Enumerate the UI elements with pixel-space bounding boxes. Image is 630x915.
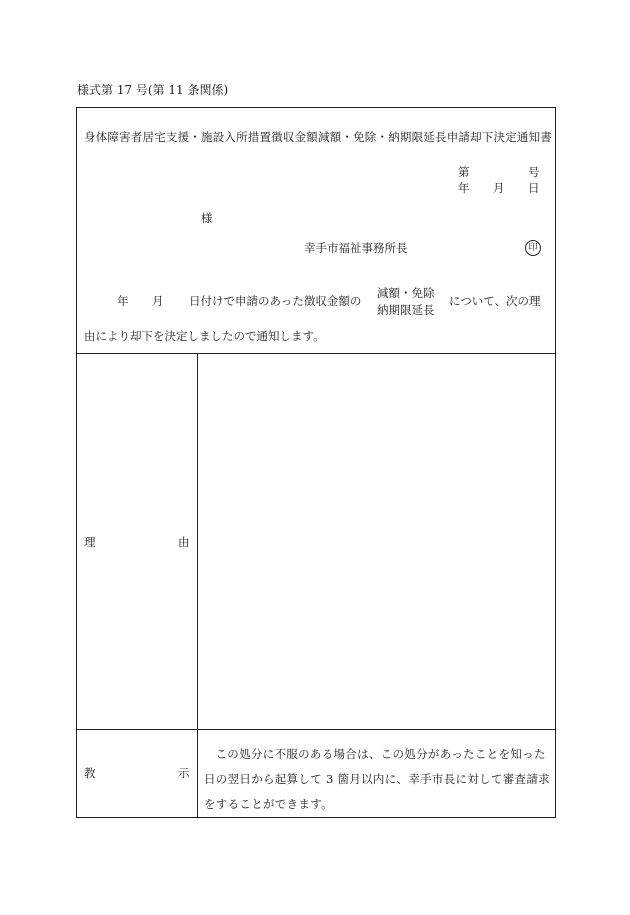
header-divider [76, 353, 556, 354]
notice-text-before: 日付けで申請のあった徴収金額の [189, 294, 362, 308]
notice-text-after: について、次の理 [449, 294, 541, 308]
notice-line-2: 由により却下を決定しましたので通知します。 [84, 329, 325, 343]
reason-divider [76, 729, 556, 730]
notice-date-year: 年 [117, 294, 129, 308]
date-year: 年 [458, 181, 470, 195]
recipient-suffix: 様 [201, 211, 213, 225]
doc-number-prefix: 第 [458, 165, 470, 179]
instruction-label-right: 示 [178, 766, 190, 780]
notice-date-month: 月 [152, 294, 164, 308]
notice-item-line-1: 減額・免除 [377, 286, 435, 300]
reason-label-left: 理 [84, 535, 96, 549]
label-column-divider [197, 353, 198, 818]
doc-number-suffix: 号 [528, 165, 540, 179]
notice-item-choice [377, 285, 435, 319]
form-number: 様式第 17 号(第 11 条関係) [77, 83, 229, 97]
reason-label-right: 由 [178, 535, 190, 549]
date-day: 日 [528, 181, 540, 195]
form-frame [76, 107, 556, 818]
seal-mark: 印 [525, 240, 541, 256]
date-month: 月 [493, 181, 505, 195]
instruction-label-left: 教 [84, 766, 96, 780]
document-title: 身体障害者居宅支援・施設入所措置徴収金額減額・免除・納期限延長申請却下決定通知書 [84, 130, 552, 144]
notice-item-line-2: 納期限延長 [377, 303, 435, 317]
instruction-text: この処分に不服のある場合は、この処分があったことを知った日の翌日から起算して 3 箇月以内に、幸手市長に対して審査請求をすることができます。 [204, 747, 550, 811]
issuer-name: 幸手市福祉事務所長 [304, 241, 408, 255]
